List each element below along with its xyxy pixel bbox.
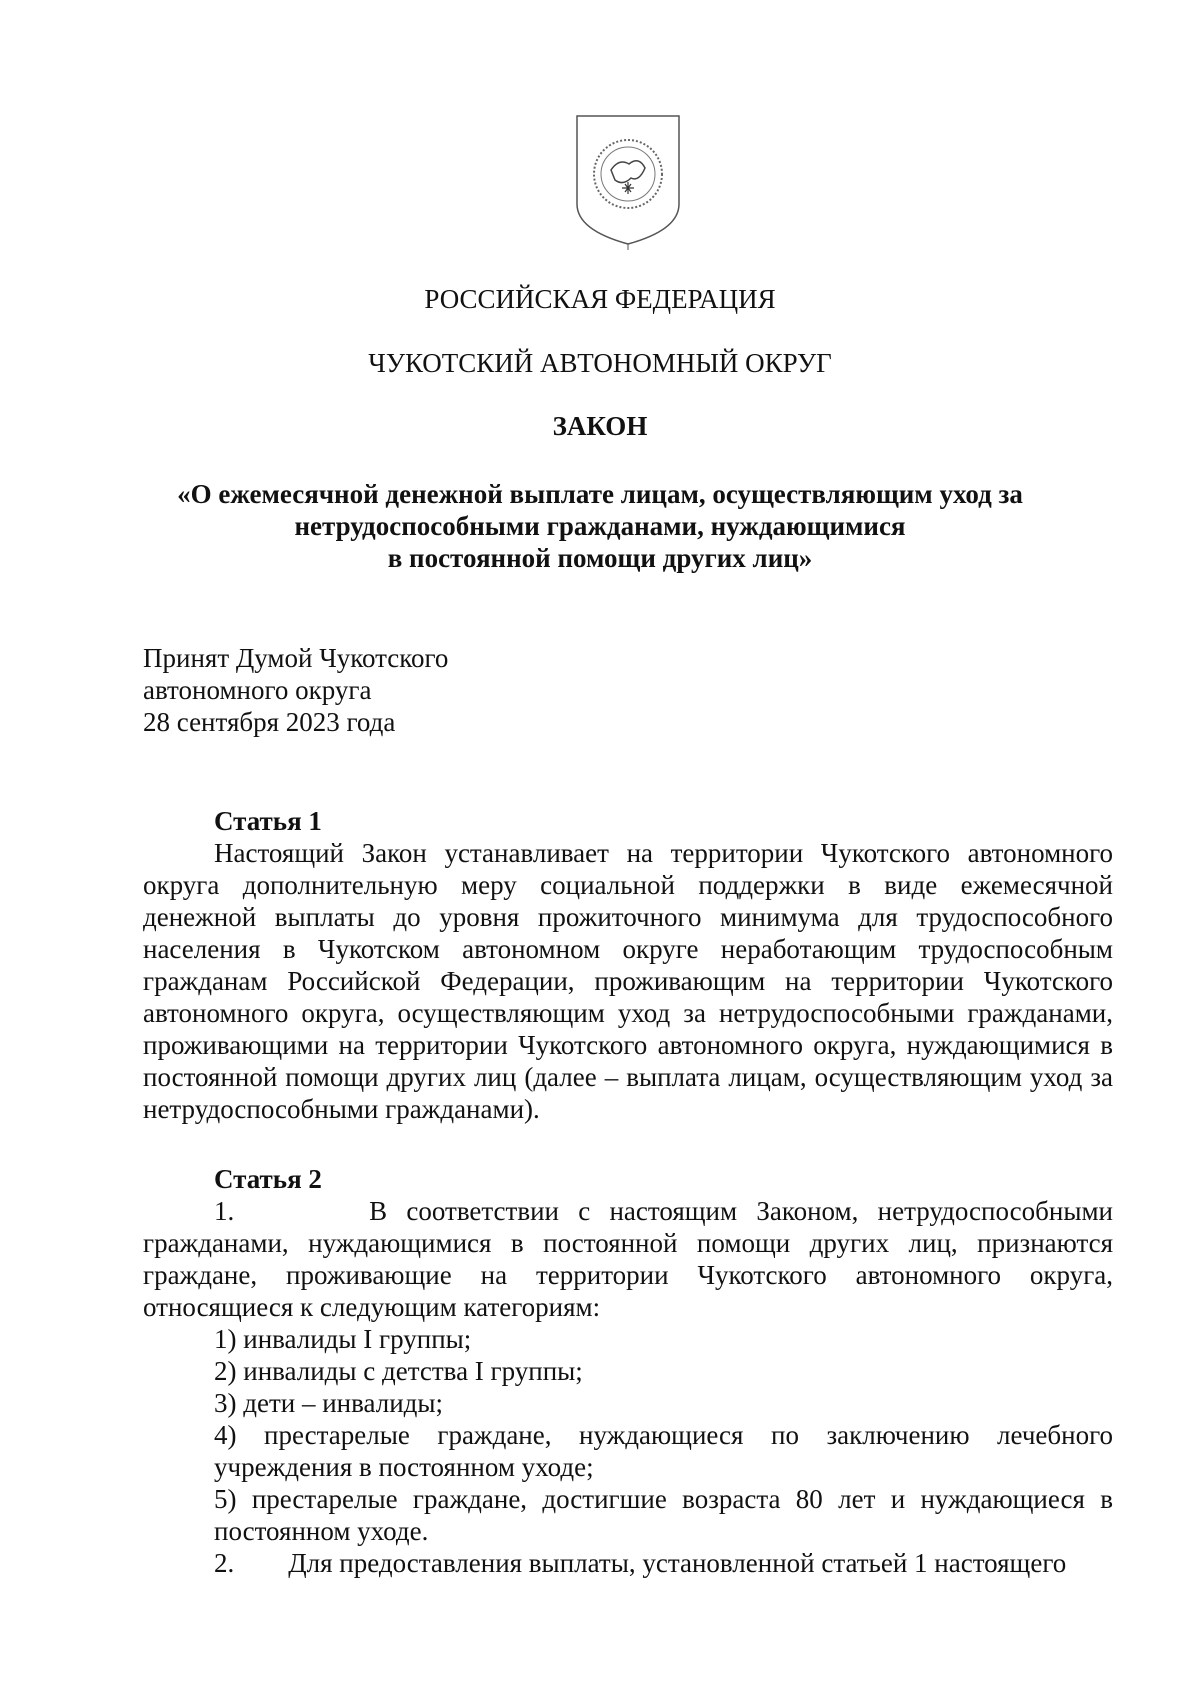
article-2-paragraph-2 (143, 1547, 1113, 1579)
list-item: 4) престарелые граждане, нуждающиеся по заключению лечебного учреждения в постоянном уходе; (214, 1420, 1113, 1482)
law-name-line-1: «О ежемесячной денежной выплате лицам, осуществляющим уход за (177, 479, 1023, 509)
list-item: 2) инвалиды с детства I группы; (214, 1356, 583, 1386)
law-name-line-3: в постоянной помощи других лиц» (387, 543, 813, 573)
country-name: РОССИЙСКАЯ ФЕДЕРАЦИЯ (424, 284, 776, 314)
coat-of-arms-emblem (573, 112, 683, 252)
adoption-date: 28 сентября 2023 года (143, 707, 396, 737)
law-name (150, 478, 1050, 574)
adoption-info (143, 642, 448, 738)
paragraph-number: 1. (214, 1196, 235, 1226)
article-1-text: Настоящий Закон устанавливает на территории Чукотского автономного округа дополнительную меру социальной поддержки в виде ежемесячной денежной выплаты до уровня прожиточного минимума для трудоспособного населения в Чукотском автономном округе неработающим трудоспособным гражданам Российской Федерации, проживающим на территории Чукотского автономного округа, осуществляющим уход за нетрудоспособными гражданами, проживающими на территории Чукотского автономного округа, нуждающимися в постоянной помощи других лиц (далее – выплата лицам, осуществляющим уход за нетрудоспособными гражданами). (143, 838, 1113, 1124)
paragraph-text: В соответствии с настоящим Законом, нетрудоспособными гражданами, нуждающимися в постоянной помощи других лиц, признаются граждане, проживающие на территории Чукотского автономного округа, относящиеся к следующим категориям: (143, 1196, 1113, 1322)
document-type-title: ЗАКОН (552, 411, 648, 441)
article-2-heading: Статья 2 (214, 1164, 322, 1194)
list-item: 1) инвалиды I группы; (214, 1324, 472, 1354)
list-item: 3) дети – инвалиды; (214, 1388, 444, 1418)
paragraph-text: Для предоставления выплаты, установленной статьей 1 настоящего (288, 1548, 1067, 1578)
region-name: ЧУКОТСКИЙ АВТОНОМНЫЙ ОКРУГ (368, 348, 832, 378)
adoption-line-1: Принят Думой Чукотского (143, 643, 449, 673)
paragraph-number: 2. (214, 1548, 235, 1578)
law-name-line-2: нетрудоспособными гражданами, нуждающимися (294, 511, 906, 541)
adoption-line-2: автономного округа (143, 675, 372, 705)
article-2-paragraph-1 (143, 1195, 1113, 1323)
list-item: 5) престарелые граждане, достигшие возраста 80 лет и нуждающиеся в постоянном уходе. (214, 1484, 1113, 1546)
article-1-heading: Статья 1 (214, 806, 322, 836)
